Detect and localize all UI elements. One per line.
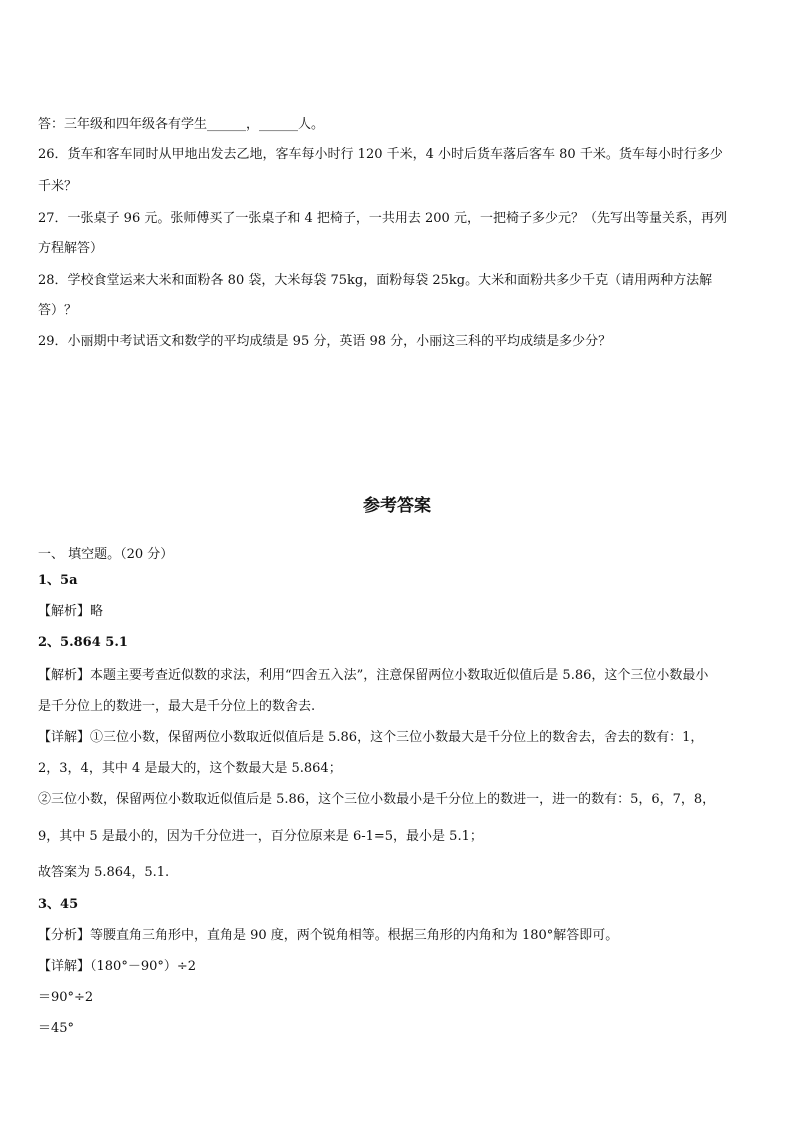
q27-line2: 方程解答）: [38, 241, 104, 256]
answer-2-analysis-line1: 【解析】本题主要考查近似数的求法，利用“四舍五入法”，注意保留两位小数取近似值后是 5.86，这个三位小数最小: [38, 668, 709, 683]
answer-section-title: 参考答案: [363, 496, 431, 516]
q29-line1: 29．小丽期中考试语文和数学的平均成绩是 95 分，英语 98 分，小丽这三科的平均成绩是多少分？: [38, 334, 612, 349]
answer-2-detail-line2: 2，3，4，其中 4 是最大的，这个数最大是 5.864；: [38, 761, 342, 776]
answer-3-detail-line1: 【详解】（180°－90°）÷2: [38, 959, 197, 974]
q26-line2: 千米？: [38, 179, 78, 194]
q26-line1: 26．货车和客车同时从甲地出发去乙地，客车每小时行 120 千米，4 小时后货车落后客车 80 千米。货车每小时行多少: [38, 147, 723, 162]
answer-3: 3、45: [38, 897, 79, 912]
answer-2-detail-line4: 9，其中 5 是最小的，因为千分位进一，百分位原来是 6-1=5，最小是 5.1；: [38, 829, 483, 844]
answer-2-conclusion: 故答案为 5.864，5.1.: [38, 865, 170, 880]
answer-2-analysis-line2: 是千分位上的数进一，最大是千分位上的数舍去.: [38, 699, 316, 714]
q25-answer-line: 答：三年级和四年级各有学生______，______人。: [38, 117, 325, 132]
answer-2-detail-line3: ②三位小数，保留两位小数取近似值后是 5.86，这个三位小数最小是千分位上的数进一，进一的数有：5，6，7，8，: [38, 792, 716, 807]
answer-2-detail-line1: 【详解】①三位小数，保留两位小数取近似值后是 5.86，这个三位小数最大是千分位上的数舍去，舍去的数有：1，: [38, 730, 704, 745]
section1-heading: 一、 填空题。（20 分）: [38, 547, 174, 562]
answer-3-detail-line2: ＝90°÷2: [38, 990, 94, 1005]
answer-3-detail-line3: ＝45°: [38, 1021, 75, 1036]
answer-2: 2、5.864 5.1: [38, 635, 128, 650]
q27-line1: 27．一张桌子 96 元。张师傅买了一张桌子和 4 把椅子，一共用去 200 元，一把椅子多少元？（先写出等量关系，再列: [38, 211, 727, 226]
answer-1-analysis: 【解析】略: [38, 604, 104, 619]
q28-line1: 28．学校食堂运来大米和面粉各 80 袋，大米每袋 75kg，面粉每袋 25kg。大米和面粉共多少千克（请用两种方法解: [38, 273, 713, 288]
answer-3-analysis: 【分析】等腰直角三角形中，直角是 90 度，两个锐角相等。根据三角形的内角和为 180°解答即可。: [38, 928, 619, 943]
answer-1: 1、5a: [38, 573, 78, 588]
q28-line2: 答）？: [38, 303, 78, 318]
